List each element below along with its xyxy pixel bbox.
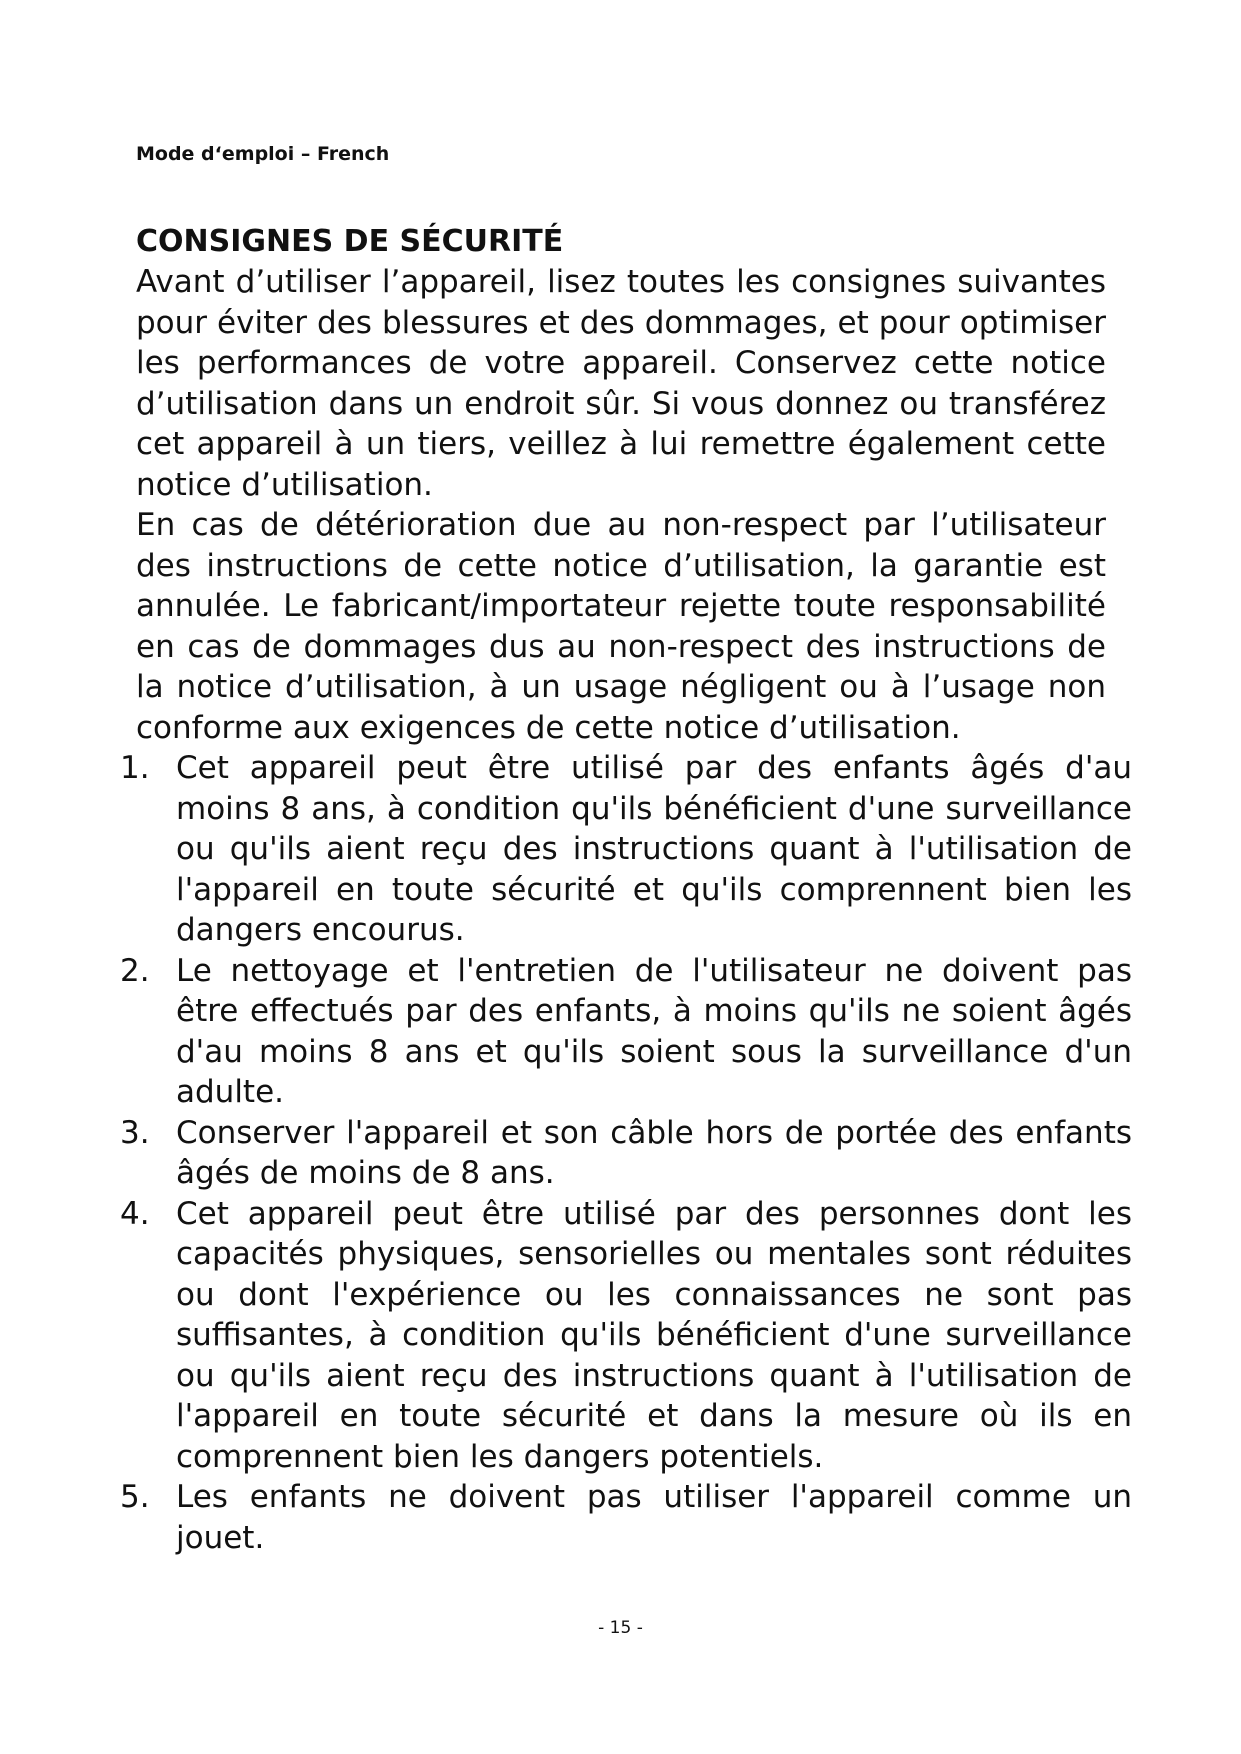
list-item — [120, 1113, 1132, 1194]
warranty-paragraph: En cas de détérioration due au non-respect par l’utilisateur des instructions de cette notice d’utilisation, la garantie est annulée. Le fabricant/importateur rejette toute responsabilité en cas de dommages dus au non-respect des instructions de la notice d’utilisation, à un usage négligent ou à l’usage non conforme aux exigences de cette notice d’utilisation. — [136, 507, 1106, 746]
safety-list — [120, 748, 1132, 1558]
list-item-text: Conserver l'appareil et son câble hors de portée des enfants âgés de moins de 8 ans. — [176, 1114, 1132, 1191]
list-item-number: 4. — [120, 1195, 150, 1232]
list-item-text: Le nettoyage et l'entretien de l'utilisateur ne doivent pas être effectués par des enfants, à moins qu'ils ne soient âgés d'au moins 8 ans et qu'ils soient sous la surveillance d'un adulte. — [176, 952, 1132, 1110]
page-number: - 15 - — [598, 1618, 643, 1638]
list-item — [120, 748, 1132, 951]
list-item-text: Cet appareil peut être utilisé par des personnes dont les capacités physiques, sensorielles ou mentales sont réduites ou dont l'expérience ou les connaissances ne sont pas suffisantes, à condition qu'ils bénéficient d'une surveillance ou qu'ils aient reçu des instructions quant à l'utilisation de l'appareil en toute sécurité et dans la mesure où ils en comprennent bien les dangers potentiels. — [176, 1195, 1132, 1475]
intro-paragraph: Avant d’utiliser l’appareil, lisez toutes les consignes suivantes pour éviter des blessures et des dommages, et pour optimiser les performances de votre appareil. Conservez cette notice d’utilisation dans un endroit sûr. Si vous donnez ou transférez cet appareil à un tiers, veillez à lui remettre également cette notice d’utilisation. — [136, 264, 1106, 503]
list-item-number: 1. — [120, 750, 150, 786]
list-item — [120, 1477, 1132, 1558]
section-title: CONSIGNES DE SÉCURITÉ — [136, 224, 564, 259]
list-item-number: 2. — [120, 952, 150, 989]
list-item — [120, 1194, 1132, 1478]
list-item-text: Les enfants ne doivent pas utiliser l'appareil comme un jouet. — [176, 1479, 1132, 1556]
list-item-number: 3. — [120, 1114, 150, 1151]
list-item-number: 5. — [120, 1479, 150, 1515]
page-content — [120, 222, 1136, 1558]
page-header: Mode d‘emploi – French — [136, 143, 390, 165]
list-item-text: Cet appareil peut être utilisé par des enfants âgés d'au moins 8 ans, à condition qu'ils bénéficient d'une surveillance ou qu'ils aient reçu des instructions quant à l'utilisation de l'appareil en toute sécurité et qu'ils comprennent bien les dangers encourus. — [176, 750, 1132, 948]
list-item — [120, 951, 1132, 1113]
